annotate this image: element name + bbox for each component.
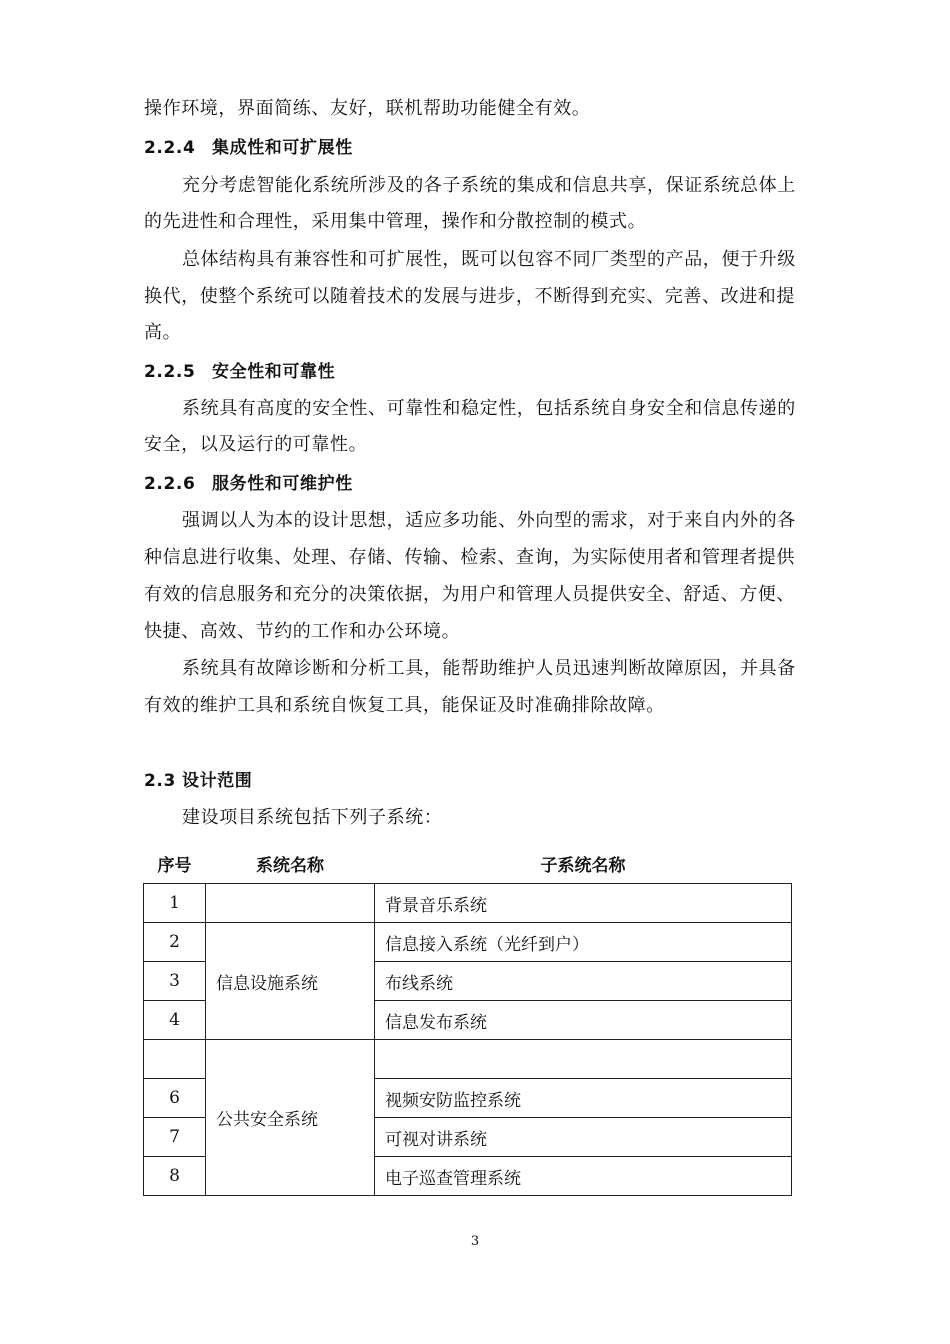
cell-subsystem: 信息发布系统 xyxy=(375,1001,792,1040)
table-row xyxy=(144,884,792,923)
heading-number: 2.3 xyxy=(144,771,176,791)
section-heading-2-2-4 xyxy=(144,136,353,160)
table-row xyxy=(144,923,792,962)
cell-subsystem: 信息接入系统（光纤到户） xyxy=(375,923,792,962)
page-number: 3 xyxy=(470,1234,480,1249)
paragraph-line: 的先进性和合理性，采用集中管理，操作和分散控制的模式。 xyxy=(144,211,647,232)
heading-number: 2.2.6 xyxy=(144,474,196,494)
paragraph-line: 充分考虑智能化系统所涉及的各子系统的集成和信息共享，保证系统总体上 xyxy=(182,175,796,196)
cell-subsystem: 电子巡查管理系统 xyxy=(375,1157,792,1196)
heading-number: 2.2.5 xyxy=(144,362,196,382)
header-system-name: 系统名称 xyxy=(256,855,324,876)
cell-subsystem: 背景音乐系统 xyxy=(375,884,792,923)
table-row xyxy=(144,1040,792,1079)
paragraph-line: 快捷、高效、节约的工作和办公环境。 xyxy=(144,621,461,642)
cell-no: 1 xyxy=(144,884,206,923)
paragraph-line: 操作环境，界面简练、友好，联机帮助功能健全有效。 xyxy=(144,98,591,119)
cell-subsystem: 布线系统 xyxy=(375,962,792,1001)
cell-no: 8 xyxy=(144,1157,206,1196)
paragraph-line: 总体结构具有兼容性和可扩展性，既可以包容不同厂类型的产品，便于升级 xyxy=(182,249,796,270)
cell-system-group: 信息设施系统 xyxy=(206,923,375,1040)
cell-no xyxy=(144,1040,206,1079)
paragraph-line: 建设项目系统包括下列子系统： xyxy=(182,807,443,828)
paragraph-line: 安全，以及运行的可靠性。 xyxy=(144,434,368,455)
cell-no: 7 xyxy=(144,1118,206,1157)
cell-no: 2 xyxy=(144,923,206,962)
heading-title: 安全性和可靠性 xyxy=(212,362,336,382)
table-header-row xyxy=(144,843,792,884)
cell-system xyxy=(206,884,375,923)
section-heading-2-2-5 xyxy=(144,360,335,384)
paragraph-line: 高。 xyxy=(144,322,182,343)
cell-subsystem: 视频安防监控系统 xyxy=(375,1079,792,1118)
paragraph-line: 种信息进行收集、处理、存储、传输、检索、查询，为实际使用者和管理者提供 xyxy=(144,547,795,568)
paragraph-line: 系统具有故障诊断和分析工具，能帮助维护人员迅速判断故障原因，并具备 xyxy=(182,658,796,679)
heading-title: 集成性和可扩展性 xyxy=(212,138,353,158)
cell-subsystem: 可视对讲系统 xyxy=(375,1118,792,1157)
header-subsystem-name: 子系统名称 xyxy=(540,855,626,876)
section-heading-2-3 xyxy=(144,769,252,793)
section-heading-2-2-6 xyxy=(144,472,353,496)
cell-system-group: 公共安全系统 xyxy=(206,1040,375,1196)
paragraph-line: 系统具有高度的安全性、可靠性和稳定性，包括系统自身安全和信息传递的 xyxy=(182,398,796,419)
cell-no: 4 xyxy=(144,1001,206,1040)
paragraph-line: 有效的维护工具和系统自恢复工具，能保证及时准确排除故障。 xyxy=(144,695,665,716)
cell-no: 3 xyxy=(144,962,206,1001)
paragraph-line: 换代，使整个系统可以随着技术的发展与进步，不断得到充实、完善、改进和提 xyxy=(144,286,795,307)
heading-number: 2.2.4 xyxy=(144,138,196,158)
heading-title: 服务性和可维护性 xyxy=(212,474,353,494)
cell-no: 6 xyxy=(144,1079,206,1118)
heading-title: 设计范围 xyxy=(182,771,253,791)
cell-subsystem xyxy=(375,1040,792,1079)
subsystem-table xyxy=(143,843,792,1196)
paragraph-line: 强调以人为本的设计思想，适应多功能、外向型的需求，对于来自内外的各 xyxy=(182,510,796,531)
paragraph-line: 有效的信息服务和充分的决策依据，为用户和管理人员提供安全、舒适、方便、 xyxy=(144,584,795,605)
header-no: 序号 xyxy=(157,855,192,876)
